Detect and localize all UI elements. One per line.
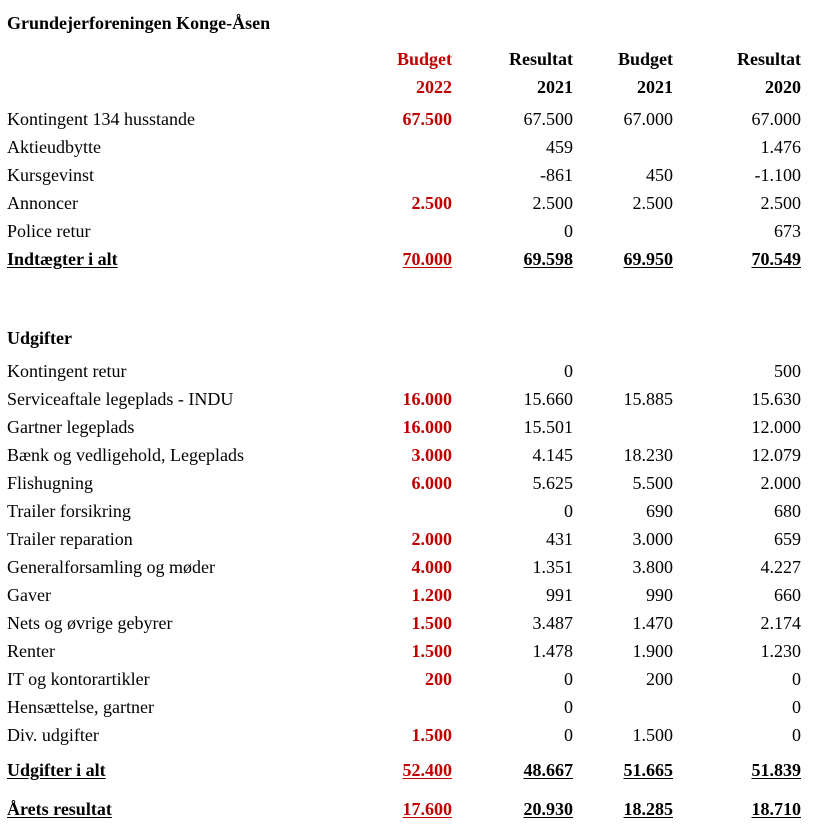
income-row bbox=[0, 161, 819, 189]
budget-2021-value: 67.000 bbox=[623, 109, 673, 129]
row-label: Flishugning bbox=[7, 473, 94, 493]
annual-result-row bbox=[0, 795, 819, 823]
expense-row bbox=[0, 581, 819, 609]
budget-2021-value: 990 bbox=[646, 585, 673, 605]
result-2020-value: 1.230 bbox=[760, 641, 801, 661]
budget-2022-total: 70.000 bbox=[402, 249, 452, 269]
result-2020-value: 0 bbox=[792, 725, 801, 745]
header-budget-2022-line1: Budget bbox=[396, 49, 452, 69]
expense-row bbox=[0, 413, 819, 441]
result-2021-value: 15.501 bbox=[523, 417, 573, 437]
budget-2022-value: 1.500 bbox=[411, 725, 452, 745]
result-2020-value: 659 bbox=[774, 529, 801, 549]
result-2021-value: 0 bbox=[564, 361, 573, 381]
result-2020-value: 12.079 bbox=[751, 445, 801, 465]
result-2020-value: 2.174 bbox=[760, 613, 801, 633]
row-label: Kontingent retur bbox=[7, 361, 127, 381]
header-budget-2021-line2: 2021 bbox=[637, 77, 673, 97]
result-2021-value: 1.478 bbox=[532, 641, 573, 661]
budget-2021-value: 15.885 bbox=[623, 389, 673, 409]
result-2021-total: 48.667 bbox=[523, 760, 573, 780]
result-2021-value: 0 bbox=[564, 725, 573, 745]
result-2021-value: 67.500 bbox=[523, 109, 573, 129]
header-budget-2022-line2: 2022 bbox=[416, 77, 452, 97]
result-2020-value: 0 bbox=[792, 669, 801, 689]
income-total-row bbox=[0, 245, 819, 273]
result-2020-value: 500 bbox=[774, 361, 801, 381]
result-2021-value: 991 bbox=[546, 585, 573, 605]
result-2021-value: 0 bbox=[564, 221, 573, 241]
page-title: Grundejerforeningen Konge-Åsen bbox=[7, 13, 271, 33]
result-2020-value: 660 bbox=[774, 585, 801, 605]
expense-row bbox=[0, 637, 819, 665]
budget-2022-value: 1.500 bbox=[411, 641, 452, 661]
budget-2021-value: 3.800 bbox=[632, 557, 673, 577]
result-2020-value: 12.000 bbox=[751, 417, 801, 437]
result-2021-value: 2.500 bbox=[532, 193, 573, 213]
expense-row bbox=[0, 609, 819, 637]
result-2020-value: -1.100 bbox=[754, 165, 801, 185]
expense-row bbox=[0, 497, 819, 525]
budget-2022-value: 16.000 bbox=[402, 389, 452, 409]
budget-2021-total: 69.950 bbox=[623, 249, 673, 269]
annual-result-label: Årets resultat bbox=[7, 799, 112, 819]
result-2021-total: 69.598 bbox=[523, 249, 573, 269]
budget-2022-value: 6.000 bbox=[411, 473, 452, 493]
expenses-heading: Udgifter bbox=[7, 328, 72, 348]
result-2021-value: 459 bbox=[546, 137, 573, 157]
result-2020-total: 70.549 bbox=[751, 249, 801, 269]
budget-2022-value: 1.500 bbox=[411, 613, 452, 633]
budget-2022-result: 17.600 bbox=[402, 799, 452, 819]
budget-2021-value: 1.900 bbox=[632, 641, 673, 661]
budget-2021-value: 690 bbox=[646, 501, 673, 521]
header-result-2020-line2: 2020 bbox=[765, 77, 801, 97]
row-label: Generalforsamling og møder bbox=[7, 557, 215, 577]
row-label: Kursgevinst bbox=[7, 165, 94, 185]
expense-row bbox=[0, 469, 819, 497]
income-row bbox=[0, 217, 819, 245]
income-total-label: Indtægter i alt bbox=[7, 249, 118, 269]
row-label: Trailer reparation bbox=[7, 529, 133, 549]
result-2020-value: 4.227 bbox=[760, 557, 801, 577]
budget-2022-value: 2.500 bbox=[411, 193, 452, 213]
budget-2022-value: 4.000 bbox=[411, 557, 452, 577]
row-label: Annoncer bbox=[7, 193, 78, 213]
result-2020-total: 51.839 bbox=[751, 760, 801, 780]
budget-2022-value: 67.500 bbox=[402, 109, 452, 129]
budget-2021-value: 1.500 bbox=[632, 725, 673, 745]
result-2020-value: 1.476 bbox=[760, 137, 801, 157]
row-label: Div. udgifter bbox=[7, 725, 99, 745]
budget-2022-value: 1.200 bbox=[411, 585, 452, 605]
result-2021-value: -861 bbox=[540, 165, 573, 185]
budget-2021-value: 200 bbox=[646, 669, 673, 689]
header-result-2020-line1: Resultat bbox=[737, 49, 801, 69]
result-2020-value: 673 bbox=[774, 221, 801, 241]
expense-row bbox=[0, 525, 819, 553]
row-label: Hensættelse, gartner bbox=[7, 697, 154, 717]
expense-row bbox=[0, 693, 819, 721]
budget-2022-value: 2.000 bbox=[411, 529, 452, 549]
expense-row bbox=[0, 721, 819, 749]
budget-2021-value: 18.230 bbox=[623, 445, 673, 465]
row-label: Police retur bbox=[7, 221, 91, 241]
budget-2021-value: 1.470 bbox=[632, 613, 673, 633]
expenses-total-label: Udgifter i alt bbox=[7, 760, 106, 780]
budget-2022-value: 3.000 bbox=[411, 445, 452, 465]
header-budget-2021-line1: Budget bbox=[617, 49, 673, 69]
result-2020-value: 0 bbox=[792, 697, 801, 717]
expenses-total-row bbox=[0, 756, 819, 784]
income-row bbox=[0, 105, 819, 133]
expense-row bbox=[0, 665, 819, 693]
result-2021-value: 15.660 bbox=[523, 389, 573, 409]
header-result-2021-line2: 2021 bbox=[537, 77, 573, 97]
row-label: Trailer forsikring bbox=[7, 501, 131, 521]
result-2020-value: 67.000 bbox=[751, 109, 801, 129]
budget-2021-total: 51.665 bbox=[623, 760, 673, 780]
expense-row bbox=[0, 357, 819, 385]
result-2020-value: 2.000 bbox=[760, 473, 801, 493]
budget-2021-value: 450 bbox=[646, 165, 673, 185]
result-2021-value: 0 bbox=[564, 501, 573, 521]
expense-row bbox=[0, 441, 819, 469]
result-2021-value: 431 bbox=[546, 529, 573, 549]
row-label: Gartner legeplads bbox=[7, 417, 135, 437]
result-2020-result: 18.710 bbox=[751, 799, 801, 819]
budget-2021-result: 18.285 bbox=[623, 799, 673, 819]
result-2021-value: 3.487 bbox=[532, 613, 573, 633]
budget-2021-value: 5.500 bbox=[632, 473, 673, 493]
row-label: IT og kontorartikler bbox=[7, 669, 150, 689]
budget-2022-total: 52.400 bbox=[402, 760, 452, 780]
result-2021-value: 0 bbox=[564, 697, 573, 717]
row-label: Gaver bbox=[7, 585, 51, 605]
row-label: Bænk og vedligehold, Legeplads bbox=[7, 445, 244, 465]
budget-2021-value: 2.500 bbox=[632, 193, 673, 213]
row-label: Aktieudbytte bbox=[7, 137, 101, 157]
row-label: Renter bbox=[7, 641, 55, 661]
header-result-2021-line1: Resultat bbox=[509, 49, 573, 69]
budget-2021-value: 3.000 bbox=[632, 529, 673, 549]
budget-2022-value: 16.000 bbox=[402, 417, 452, 437]
result-2020-value: 15.630 bbox=[751, 389, 801, 409]
expense-row bbox=[0, 553, 819, 581]
row-label: Serviceaftale legeplads - INDU bbox=[7, 389, 234, 409]
row-label: Kontingent 134 husstande bbox=[7, 109, 195, 129]
result-2021-value: 1.351 bbox=[532, 557, 573, 577]
income-row bbox=[0, 189, 819, 217]
result-2020-value: 680 bbox=[774, 501, 801, 521]
income-row bbox=[0, 133, 819, 161]
result-2020-value: 2.500 bbox=[760, 193, 801, 213]
row-label: Nets og øvrige gebyrer bbox=[7, 613, 173, 633]
result-2021-result: 20.930 bbox=[523, 799, 573, 819]
result-2021-value: 0 bbox=[564, 669, 573, 689]
result-2021-value: 5.625 bbox=[532, 473, 573, 493]
result-2021-value: 4.145 bbox=[532, 445, 573, 465]
expense-row bbox=[0, 385, 819, 413]
budget-2022-value: 200 bbox=[425, 669, 452, 689]
